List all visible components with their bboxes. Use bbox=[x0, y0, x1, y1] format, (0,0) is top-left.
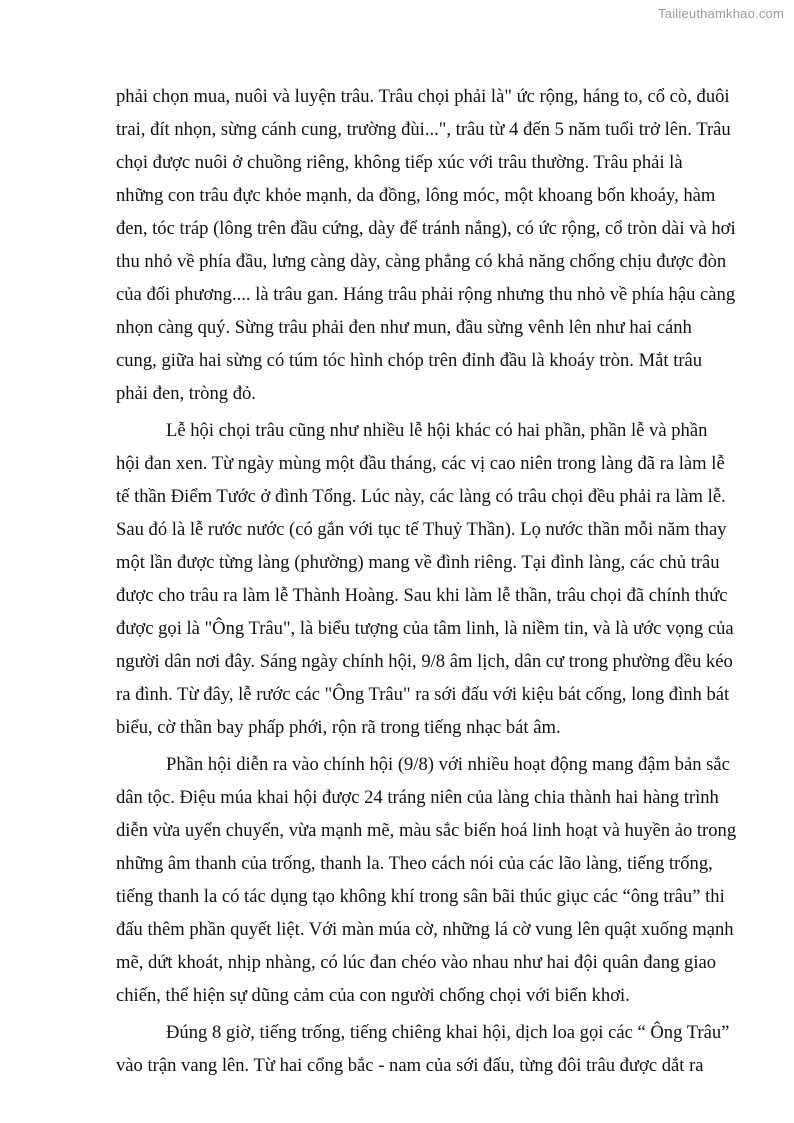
text-line: tế thần Điểm Tước ở đình Tổng. Lúc này, các làng có trâu chọi đều phải ra làm lễ. bbox=[116, 486, 726, 507]
text-line: được cho trâu ra làm lễ Thành Hoàng. Sau khi làm lễ thần, trâu chọi đã chính thức bbox=[116, 585, 728, 606]
text-line: biểu, cờ thần bay phấp phới, rộn rã trong tiếng nhạc bát âm. bbox=[116, 717, 561, 738]
text-line: chọi được nuôi ở chuồng riêng, không tiếp xúc với trâu thường. Trâu phải là bbox=[116, 152, 683, 173]
text-line: dân tộc. Điệu múa khai hội được 24 tráng niên của làng chia thành hai hàng trình bbox=[116, 787, 719, 808]
text-line: phải chọn mua, nuôi và luyện trâu. Trâu chọi phải là" ức rộng, háng to, cổ cò, đuôi bbox=[116, 86, 730, 107]
text-line: hội đan xen. Từ ngày mùng một đầu tháng, các vị cao niên trong làng đã ra làm lễ bbox=[116, 453, 725, 474]
text-line: vào trận vang lên. Từ hai cổng bắc - nam của sới đấu, từng đôi trâu được dắt ra bbox=[116, 1055, 704, 1076]
text-line: chiến, thể hiện sự dũng cảm của con người chống chọi với biển khơi. bbox=[116, 985, 630, 1006]
watermark-text: Tailieuthamkhao.com bbox=[658, 6, 784, 21]
text-line: những âm thanh của trống, thanh la. Theo cách nói của các lão làng, tiếng trống, bbox=[116, 853, 713, 874]
text-line: thu nhỏ về phía đầu, lưng càng dày, càng phẳng có khả năng chống chịu được đòn bbox=[116, 251, 727, 272]
text-line: mẽ, dứt khoát, nhịp nhàng, có lúc đan chéo vào nhau như hai đội quân đang giao bbox=[116, 952, 717, 973]
text-line: của đối phương.... là trâu gan. Háng trâu phải rộng nhưng thu nhỏ về phía hậu càng bbox=[116, 284, 736, 305]
text-line: Phần hội diễn ra vào chính hội (9/8) với nhiều hoạt động mang đậm bản sắc bbox=[166, 754, 730, 775]
text-line: đen, tóc tráp (lông trên đầu cứng, dày để tránh nắng), có ức rộng, cổ tròn dài và hơi bbox=[116, 218, 736, 239]
text-line: Sau đó là lễ rước nước (có gắn với tục tế Thuỷ Thần). Lọ nước thần mỗi năm thay bbox=[116, 519, 727, 540]
text-line: trai, đít nhọn, sừng cánh cung, trường đùi...", trâu từ 4 đến 5 năm tuổi trở lên. Trâu bbox=[116, 119, 731, 140]
text-line: một lần được từng làng (phường) mang về đình riêng. Tại đình làng, các chủ trâu bbox=[116, 552, 720, 573]
text-line: những con trâu đực khỏe mạnh, da đồng, lông móc, một khoang bốn khoáy, hàm bbox=[116, 185, 716, 206]
text-line: Lễ hội chọi trâu cũng như nhiều lễ hội khác có hai phần, phần lễ và phần bbox=[166, 420, 708, 441]
text-line: cung, giữa hai sừng có túm tóc hình chóp trên đỉnh đầu là khoáy tròn. Mắt trâu bbox=[116, 350, 703, 371]
text-line: đấu thêm phần quyết liệt. Với màn múa cờ, những lá cờ vung lên quật xuống mạnh bbox=[116, 919, 734, 940]
text-line: Đúng 8 giờ, tiếng trống, tiếng chiêng khai hội, dịch loa gọi các “ Ông Trâu” bbox=[166, 1022, 730, 1043]
text-line: tiếng thanh la có tác dụng tạo không khí trong sân bãi thúc giục các “ông trâu” thi bbox=[116, 886, 725, 907]
text-line: ra đình. Từ đây, lễ rước các "Ông Trâu" ra sới đấu với kiệu bát cống, long đình bát bbox=[116, 684, 730, 705]
text-line: diễn vừa uyển chuyển, vừa mạnh mẽ, màu sắc biến hoá linh hoạt và huyền ảo trong bbox=[116, 820, 737, 841]
text-line: được gọi là "Ông Trâu", là biểu tượng của tâm linh, là niềm tin, và là ước vọng của bbox=[116, 618, 734, 639]
text-line: phải đen, tròng đỏ. bbox=[116, 383, 256, 404]
text-line: nhọn càng quý. Sừng trâu phải đen như mun, đầu sừng vênh lên như hai cánh bbox=[116, 317, 692, 338]
text-line: người dân nơi đây. Sáng ngày chính hội, 9/8 âm lịch, dân cư trong phường đều kéo bbox=[116, 651, 733, 672]
